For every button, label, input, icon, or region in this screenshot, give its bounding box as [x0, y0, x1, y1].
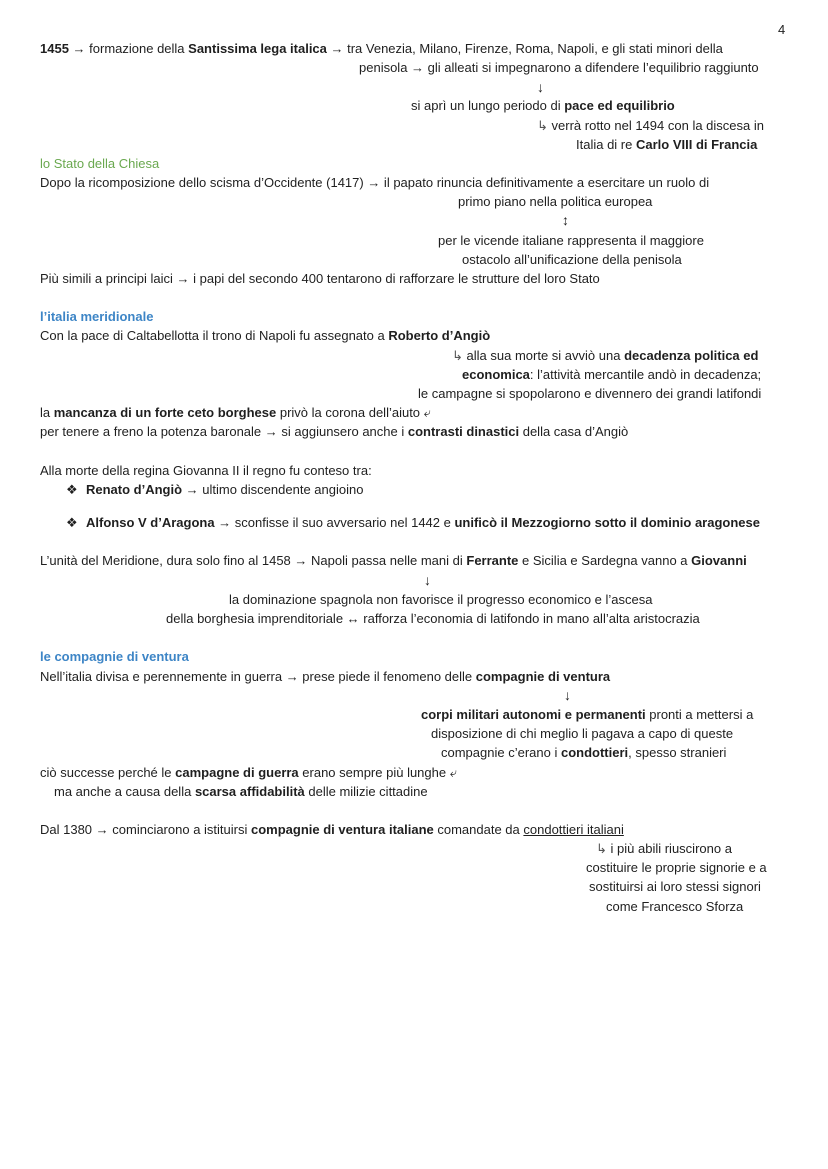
list-item: ❖ Renato d’Angiò → ultimo discendente angioino — [66, 482, 364, 497]
diamond-bullet-icon: ❖ — [66, 482, 78, 497]
down-arrow-icon: ↓ — [537, 79, 544, 95]
diamond-bullet-icon: ❖ — [66, 515, 78, 530]
lega-line-4: ↳ verrà rotto nel 1494 con la discesa in — [537, 118, 764, 133]
ventura-line-10: sostituirsi ai loro stessi signori — [589, 879, 761, 894]
ventura-line-2: corpi militari autonomi e permanenti pronti a mettersi a — [421, 707, 754, 722]
hook-arrow-icon: ↳ — [537, 118, 548, 133]
meridionale-line-2: ↳ alla sua morte si avviò una decadenza politica ed — [452, 348, 759, 363]
down-arrow-icon: ↓ — [424, 572, 431, 588]
ventura-line-11: come Francesco Sforza — [606, 899, 744, 914]
hook-arrow-icon: ↳ — [596, 841, 607, 856]
section-heading-chiesa: lo Stato della Chiesa — [40, 156, 160, 171]
meridionale-line-4: le campagne si spopolarono e divennero dei grandi latifondi — [418, 386, 762, 401]
chiesa-line-5: Più simili a principi laici → i papi del secondo 400 tentarono di rafforzare le strutture del loro Stato — [40, 271, 600, 286]
ventura-line-5: ciò successe perché le campagne di guerra erano sempre più lunghe ⤶ — [40, 765, 458, 780]
ventura-line-4: compagnie c’erano i condottieri, spesso stranieri — [441, 745, 727, 760]
return-arrow-icon: ⤶ — [420, 405, 431, 420]
chiesa-line-1: Dopo la ricomposizione dello scisma d’Occidente (1417) → il papato rinuncia definitivamente a esercitare un ruolo di — [40, 175, 710, 190]
chiesa-line-4: ostacolo all’unificazione della penisola — [462, 252, 682, 267]
section-heading-ventura: le compagnie di ventura — [40, 649, 189, 664]
lega-line-2: penisola → gli alleati si impegnarono a difendere l’equilibrio raggiunto — [359, 60, 759, 75]
meridionale-line-8: L’unità del Meridione, dura solo fino al 1458 → Napoli passa nelle mani di Ferrante e Sicilia e Sardegna vanno a Giovanni — [40, 553, 747, 568]
down-arrow-icon: ↓ — [564, 687, 571, 703]
lega-line-5: Italia di re Carlo VIII di Francia — [576, 137, 758, 152]
ventura-line-1: Nell’italia divisa e perennemente in guerra → prese piede il fenomeno delle compagnie di ventura — [40, 669, 611, 684]
ventura-line-7: Dal 1380 → cominciarono a istituirsi compagnie di ventura italiane comandate da condottieri italiani — [40, 822, 624, 837]
ventura-line-3: disposizione di chi meglio li pagava a capo di queste — [431, 726, 734, 741]
lega-line-3: si aprì un lungo periodo di pace ed equilibrio — [411, 98, 675, 113]
meridionale-line-5: la mancanza di un forte ceto borghese privò la corona dell’aiuto ⤶ — [40, 405, 431, 420]
ventura-line-9: costituire le proprie signorie e a — [586, 860, 767, 875]
meridionale-line-7: Alla morte della regina Giovanna II il regno fu conteso tra: — [40, 463, 372, 478]
chiesa-line-2: primo piano nella politica europea — [458, 194, 653, 209]
section-heading-meridionale: l’italia meridionale — [40, 309, 154, 324]
return-arrow-icon: ⤶ — [446, 765, 458, 780]
meridionale-line-1: Con la pace di Caltabellotta il trono di Napoli fu assegnato a Roberto d’Angiò — [40, 328, 491, 343]
chiesa-line-3: per le vicende italiane rappresenta il maggiore — [438, 233, 704, 248]
list-item: ❖ Alfonso V d’Aragona → sconfisse il suo avversario nel 1442 e unificò il Mezzogiorno sotto il dominio aragonese — [66, 515, 760, 530]
ventura-line-8: ↳ i più abili riuscirono a — [596, 841, 732, 856]
meridionale-line-3: economica: l’attività mercantile andò in decadenza; — [462, 367, 762, 382]
hook-arrow-icon: ↳ — [452, 348, 463, 363]
meridionale-line-6: per tenere a freno la potenza baronale → si aggiunsero anche i contrasti dinastici della casa d’Angiò — [40, 424, 629, 439]
meridionale-line-10: della borghesia imprenditoriale ↔ rafforza l’economia di latifondo in mano all’alta aristocrazia — [166, 611, 700, 626]
page-number: 4 — [778, 22, 786, 37]
meridionale-line-9: la dominazione spagnola non favorisce il progresso economico e l’ascesa — [229, 592, 653, 607]
updown-arrow-icon: ↕ — [562, 212, 569, 228]
lega-line-1: 1455 → formazione della Santissima lega italica → tra Venezia, Milano, Firenze, Roma, Napoli, e gli stati minori della — [40, 41, 723, 56]
ventura-line-6: ma anche a causa della scarsa affidabilità delle milizie cittadine — [54, 784, 428, 799]
